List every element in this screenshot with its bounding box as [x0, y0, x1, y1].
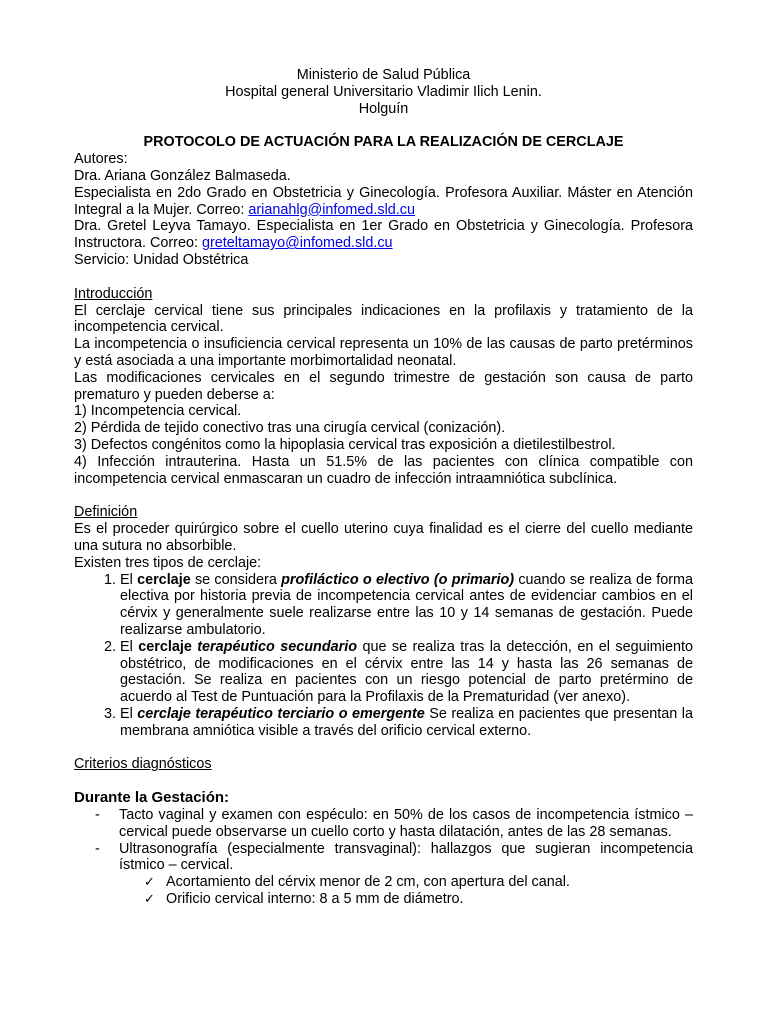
author1-desc-text: Especialista en 2do Grado en Obstetricia y Ginecología. Profesora Auxiliar. Máster en Atención Integral a la Mujer. Correo:	[74, 184, 693, 218]
criteria-item-2	[74, 841, 693, 875]
criteria-item-1-text: Tacto vaginal y examen con espéculo: en 50% de los casos de incompetencia ístmico – cervical puede observarse un cuello corto y hasta dilatación, antes de las 28 semanas.	[119, 807, 693, 840]
check-item-2	[74, 891, 693, 908]
intro-section	[74, 286, 693, 488]
intro-heading: Introducción	[74, 285, 153, 302]
criteria-item-1	[74, 807, 693, 841]
intro-paragraph-3: Las modificaciones cervicales en el segundo trimestre de gestación son causa de parto prematuro y pueden deberse a:	[74, 369, 693, 403]
intro-item-4: 4) Infección intrauterina. Hasta un 51.5% de las pacientes con clínica compatible con incompetencia cervical enmascaran un cuadro de infección intraamniótica subclínica.	[74, 453, 693, 487]
city-line: Holguín	[358, 100, 409, 117]
type2-pre: El	[120, 638, 139, 655]
type1-mid: se considera	[190, 571, 282, 588]
authors-section	[74, 151, 693, 269]
type2-bold: cerclaje	[138, 638, 192, 655]
spacer	[74, 487, 693, 504]
criteria-dash-list	[74, 807, 693, 874]
type1-post: cuando se realiza de forma electiva por historia previa de incompetencia cervical antes de evidenciar cambios en el cérvix y generalmente suele realizarse entre las 10 y 14 semanas de gestación. Puede realizarse ambulatorio.	[120, 571, 694, 638]
document-header	[74, 67, 693, 117]
author1-description	[74, 185, 693, 219]
criteria-item-2-text: Ultrasonografía (especialmente transvaginal): hallazgos que sugieran incompetencia ístmico – cervical.	[119, 840, 693, 874]
type2-bold-italic: terapéutico secundario	[197, 638, 358, 655]
dash-bullet-icon: -	[95, 807, 100, 824]
spacer	[74, 739, 693, 756]
author2-description	[74, 218, 693, 252]
type1-pre: El	[120, 571, 138, 588]
cerclaje-type-1	[120, 572, 693, 639]
intro-item-1: 1) Incompetencia cervical.	[74, 403, 242, 420]
type1-bold-italic: profiláctico o electivo (o primario)	[281, 571, 515, 588]
definition-heading: Definición	[74, 504, 138, 521]
cerclaje-type-2	[120, 639, 693, 706]
intro-paragraph-2: La incompetencia o insuficiencia cervical representa un 10% de las causas de parto pretérminos y está asociada a una importante morbimortalidad neonatal.	[74, 336, 693, 369]
service-line: Servicio: Unidad Obstétrica	[74, 251, 249, 268]
type3-bold-italic: cerclaje terapéutico terciario o emergente	[137, 705, 425, 722]
criteria-section	[74, 756, 693, 907]
definition-paragraph-1: Es el proceder quirúrgico sobre el cuello uterino cuya finalidad es el cierre del cuello mediante una sutura no absorbible.	[74, 521, 693, 554]
author1-name: Dra. Ariana González Balmaseda.	[74, 167, 291, 184]
type3-pre: El	[120, 705, 138, 722]
check-item-2-text: Orificio cervical interno: 8 a 5 mm de diámetro.	[166, 891, 464, 908]
checkmark-icon: ✓	[144, 891, 155, 907]
check-item-1	[74, 874, 693, 891]
type1-bold: cerclaje	[137, 571, 191, 588]
criteria-check-list	[74, 874, 693, 908]
criteria-heading: Criterios diagnósticos	[74, 756, 212, 773]
intro-item-2: 2) Pérdida de tejido conectivo tras una cirugía cervical (conización).	[74, 420, 506, 437]
dash-bullet-icon: -	[95, 840, 100, 857]
criteria-subheading: Durante la Gestación:	[74, 789, 230, 807]
intro-item-3: 3) Defectos congénitos como la hipoplasia cervical tras exposición a dietilestilbestrol.	[74, 436, 616, 453]
intro-paragraph-1: El cerclaje cervical tiene sus principales indicaciones en la profilaxis y tratamiento de la incompetencia cervical.	[74, 302, 693, 336]
author2-desc-text: Dra. Gretel Leyva Tamayo. Especialista en 1er Grado en Obstetricia y Ginecología. Profesora Instructora. Correo:	[74, 218, 693, 252]
author1-email-link[interactable]: arianahlg@infomed.sld.cu	[248, 201, 415, 218]
author2-email-link[interactable]: greteltamayo@infomed.sld.cu	[201, 235, 393, 252]
document-title: PROTOCOLO DE ACTUACIÓN PARA LA REALIZACIÓN DE CERCLAJE	[143, 134, 624, 151]
authors-label: Autores:	[74, 151, 128, 168]
definition-paragraph-2: Existen tres tipos de cerclaje:	[74, 554, 262, 571]
cerclaje-types-list	[74, 572, 693, 740]
checkmark-icon: ✓	[144, 874, 155, 890]
type3-post: Se realiza en pacientes que presentan la membrana amniótica visible a través del orificio cervical externo.	[120, 705, 693, 739]
spacer	[74, 773, 693, 790]
type2-post: que se realiza tras la detección, en el seguimiento obstétrico, de modificaciones en el cérvix entre las 14 y hasta las 26 semanas de gestación. Se realiza en pacientes con un riesgo potencial de parto pretérmino de acuerdo al Test de Puntuación para la Profilaxis de la Prematuridad (ver anexo).	[120, 638, 693, 706]
definition-section	[74, 504, 693, 739]
ministry-line: Ministerio de Salud Pública	[296, 67, 471, 83]
spacer	[74, 269, 693, 286]
hospital-line: Hospital general Universitario Vladimir Ilich Lenin.	[225, 83, 542, 100]
cerclaje-type-3	[120, 706, 693, 740]
check-item-1-text: Acortamiento del cérvix menor de 2 cm, con apertura del canal.	[166, 874, 570, 891]
